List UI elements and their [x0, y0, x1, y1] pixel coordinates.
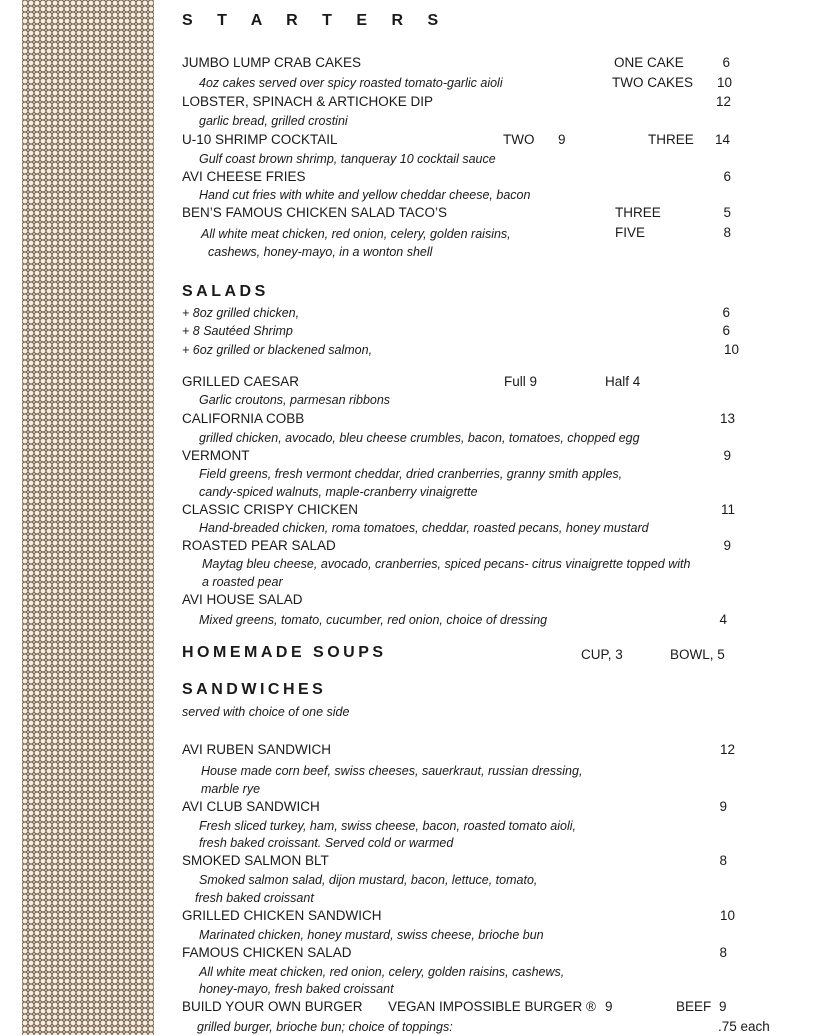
pear-salad-desc-line2: a roasted pear — [202, 575, 283, 589]
crab-cakes-option-one: ONE CAKE — [614, 55, 684, 70]
cheese-fries-desc: Hand cut fries with white and yellow cheddar cheese, bacon — [199, 188, 531, 202]
toppings-price: .75 each — [718, 1019, 770, 1034]
vermont-name: VERMONT — [182, 448, 250, 463]
lobster-dip-name: LOBSTER, SPINACH & ARTICHOKE DIP — [182, 94, 434, 109]
crab-cakes-price-one: 6 — [722, 55, 730, 70]
chicken-taco-name: BEN’S FAMOUS CHICKEN SALAD TACO’S — [182, 205, 448, 220]
burger-desc: grilled burger, brioche bun; choice of toppings: — [197, 1020, 453, 1034]
addon-shrimp-price: 6 — [722, 323, 730, 338]
famous-chicken-salad-name: FAMOUS CHICKEN SALAD — [182, 945, 352, 960]
shrimp-option-three: THREE — [648, 132, 694, 147]
lobster-dip-price: 12 — [715, 94, 731, 109]
salmon-blt-desc-line1: Smoked salmon salad, dijon mustard, bacon, lettuce, tomato, — [199, 873, 538, 887]
pear-salad-price: 9 — [723, 538, 731, 553]
chicken-taco-desc-line1: All white meat chicken, red onion, celery, golden raisins, — [201, 227, 511, 241]
club-price: 9 — [719, 799, 727, 814]
chicken-taco-price-three: 5 — [723, 205, 731, 220]
shrimp-price-three: 14 — [714, 132, 730, 147]
lobster-dip-desc: garlic bread, grilled crostini — [199, 114, 348, 128]
left-margin — [0, 0, 22, 1035]
beef-burger-label: BEEF — [676, 999, 712, 1014]
crispy-chicken-name: CLASSIC CRISPY CHICKEN — [182, 502, 359, 517]
crab-cakes-price-two: 10 — [716, 75, 732, 90]
shrimp-cocktail-name: U-10 SHRIMP COCKTAIL — [182, 132, 338, 147]
salads-heading: SALADS — [182, 283, 269, 300]
crispy-chicken-price: 11 — [720, 502, 735, 517]
soups-heading: HOMEMADE SOUPS — [182, 644, 387, 661]
burger-name: BUILD YOUR OWN BURGER — [182, 999, 363, 1014]
cobb-desc: grilled chicken, avocado, bleu cheese crumbles, bacon, tomatoes, chopped egg — [199, 431, 640, 445]
ruben-price: 12 — [719, 742, 735, 757]
addon-chicken-price: 6 — [722, 305, 730, 320]
chicken-taco-price-five: 8 — [723, 225, 731, 240]
shrimp-cocktail-desc: Gulf coast brown shrimp, tanqueray 10 cocktail sauce — [199, 152, 496, 166]
ruben-desc-line2: marble rye — [201, 782, 261, 796]
caesar-half-price: Half 4 — [605, 374, 641, 389]
salmon-blt-desc-line2: fresh baked croissant — [195, 891, 314, 905]
chicken-taco-option-five: FIVE — [615, 225, 646, 240]
cheese-fries-price: 6 — [723, 169, 731, 184]
shrimp-price-two: 9 — [558, 132, 566, 147]
club-name: AVI CLUB SANDWICH — [182, 799, 320, 814]
house-salad-desc: Mixed greens, tomato, cucumber, red onion, choice of dressing — [199, 613, 548, 627]
famous-chicken-salad-desc-line2: honey-mayo, fresh baked croissant — [199, 982, 394, 996]
pear-salad-name: ROASTED PEAR SALAD — [182, 538, 336, 553]
grilled-chicken-sandwich-name: GRILLED CHICKEN SANDWICH — [182, 908, 382, 923]
ruben-name: AVI RUBEN SANDWICH — [182, 742, 332, 757]
caesar-desc: Garlic croutons, parmesan ribbons — [199, 393, 391, 407]
salmon-blt-name: SMOKED SALMON BLT — [182, 853, 329, 868]
cobb-name: CALIFORNIA COBB — [182, 411, 305, 426]
salmon-blt-price: 8 — [719, 853, 727, 868]
beef-burger-price: 9 — [719, 999, 727, 1014]
chicken-taco-option-three: THREE — [615, 205, 661, 220]
cheese-fries-name: AVI CHEESE FRIES — [182, 169, 306, 184]
club-desc-line2: fresh baked croissant. Served cold or warmed — [199, 836, 454, 850]
club-desc-line1: Fresh sliced turkey, ham, swiss cheese, bacon, roasted tomato aioli, — [199, 819, 577, 833]
crab-cakes-option-two: TWO CAKES — [612, 75, 694, 90]
famous-chicken-salad-price: 8 — [719, 945, 727, 960]
caesar-full-price: Full 9 — [504, 374, 538, 389]
starters-heading: S T A R T E R S — [182, 12, 449, 29]
pear-salad-desc-line1: Maytag bleu cheese, avocado, cranberries, spiced pecans- citrus vinaigrette topped with — [202, 557, 691, 571]
vegan-burger-label: VEGAN IMPOSSIBLE BURGER ® — [388, 999, 596, 1014]
crispy-chicken-desc: Hand-breaded chicken, roma tomatoes, cheddar, roasted pecans, honey mustard — [199, 521, 649, 535]
decorative-border — [22, 0, 154, 1035]
vermont-desc-line1: Field greens, fresh vermont cheddar, dried cranberries, granny smith apples, — [199, 467, 623, 481]
caesar-name: GRILLED CAESAR — [182, 374, 300, 389]
soup-cup-price: CUP, 3 — [581, 647, 623, 662]
sandwiches-subtitle: served with choice of one side — [182, 705, 350, 719]
cobb-price: 13 — [719, 411, 735, 426]
house-salad-price: 4 — [719, 612, 727, 627]
addon-salmon-price: 10 — [723, 342, 739, 357]
addon-chicken-label: + 8oz grilled chicken, — [182, 306, 300, 320]
famous-chicken-salad-desc-line1: All white meat chicken, red onion, celery, golden raisins, cashews, — [199, 965, 565, 979]
house-salad-name: AVI HOUSE SALAD — [182, 592, 303, 607]
sandwiches-heading: SANDWICHES — [182, 681, 327, 698]
addon-shrimp-label: + 8 Sautéed Shrimp — [182, 324, 293, 338]
soup-bowl-price: BOWL, 5 — [670, 647, 725, 662]
grilled-chicken-sandwich-desc: Marinated chicken, honey mustard, swiss cheese, brioche bun — [199, 928, 544, 942]
ruben-desc-line1: House made corn beef, swiss cheeses, sauerkraut, russian dressing, — [201, 764, 583, 778]
vermont-desc-line2: candy-spiced walnuts, maple-cranberry vinaigrette — [199, 485, 478, 499]
shrimp-option-two: TWO — [503, 132, 535, 147]
chicken-taco-desc-line2: cashews, honey-mayo, in a wonton shell — [208, 245, 433, 259]
addon-salmon-label: + 6oz grilled or blackened salmon, — [182, 343, 373, 357]
grilled-chicken-sandwich-price: 10 — [719, 908, 735, 923]
vegan-burger-price: 9 — [605, 999, 613, 1014]
vermont-price: 9 — [723, 448, 731, 463]
crab-cakes-name: JUMBO LUMP CRAB CAKES — [182, 55, 362, 70]
crab-cakes-desc: 4oz cakes served over spicy roasted tomato-garlic aioli — [199, 76, 503, 90]
